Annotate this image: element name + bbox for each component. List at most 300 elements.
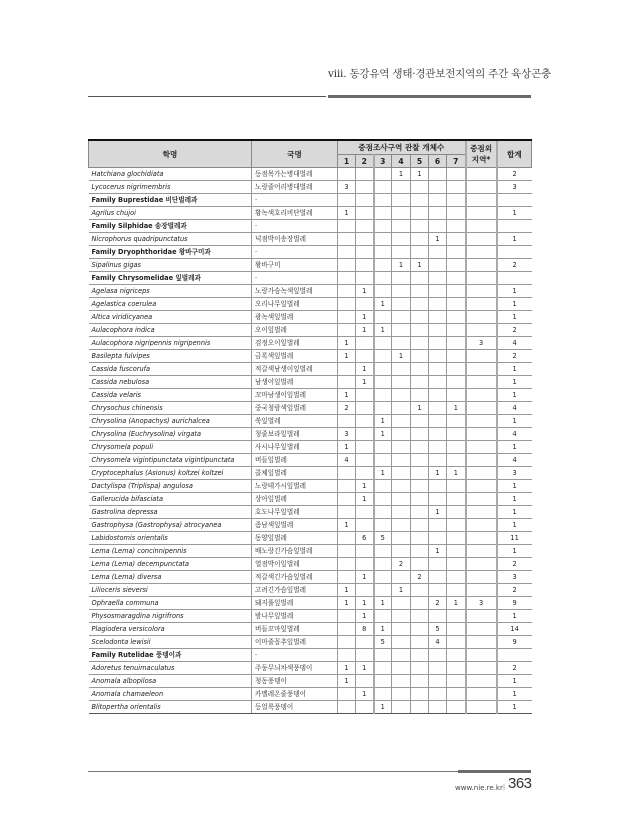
site-count: [392, 480, 411, 493]
site-count: [338, 571, 356, 584]
site-count: [429, 584, 447, 597]
site-count: [356, 558, 374, 571]
table-row: [89, 181, 532, 194]
site-count: [338, 220, 356, 233]
total-count: 1: [497, 233, 532, 246]
site-count: [447, 571, 466, 584]
site-count: [374, 272, 392, 285]
site-count: [392, 467, 411, 480]
family-row: [89, 246, 532, 259]
species-table: [88, 139, 532, 714]
korean-name: 열점박이잎벌레: [252, 558, 338, 571]
site-count: [338, 285, 356, 298]
site-count: 1: [392, 350, 411, 363]
site-count: [338, 168, 356, 181]
korean-name: 상아잎벌레: [252, 493, 338, 506]
site-count: 1: [411, 402, 429, 415]
site-count: [411, 363, 429, 376]
table-body: [89, 168, 532, 714]
site-count: [411, 597, 429, 610]
site-count: [356, 649, 374, 662]
table-row: [89, 441, 532, 454]
site-count: [411, 272, 429, 285]
site-count: [447, 701, 466, 714]
site-count: [447, 506, 466, 519]
site-count: [411, 337, 429, 350]
site-count: [392, 506, 411, 519]
col-header-outside: 중점외 지역*: [466, 140, 497, 168]
col-header-site: 3: [374, 155, 392, 168]
site-count: [392, 272, 411, 285]
site-count: [429, 701, 447, 714]
table-row: [89, 454, 532, 467]
site-count: [411, 584, 429, 597]
site-count: [447, 259, 466, 272]
korean-name: 오이잎벌레: [252, 324, 338, 337]
korean-name: 사시나무잎벌레: [252, 441, 338, 454]
site-count: [447, 194, 466, 207]
outside-count: [466, 402, 497, 415]
outside-count: [466, 532, 497, 545]
site-count: [411, 701, 429, 714]
site-count: [447, 610, 466, 623]
site-count: [411, 623, 429, 636]
site-count: [374, 246, 392, 259]
site-count: [338, 558, 356, 571]
outside-count: [466, 207, 497, 220]
scientific-name: Lema (Lema) diversa: [89, 571, 252, 584]
site-count: [411, 506, 429, 519]
site-count: [338, 467, 356, 480]
site-count: [374, 493, 392, 506]
site-count: [411, 285, 429, 298]
site-count: [338, 376, 356, 389]
site-count: [356, 428, 374, 441]
scientific-name: Cassida nebulosa: [89, 376, 252, 389]
total-count: [497, 194, 532, 207]
family-name: Family Silphidae 송장벌레과: [89, 220, 252, 233]
korean-name: 남생이잎벌레: [252, 376, 338, 389]
korean-name: 배노랑긴가슴잎벌레: [252, 545, 338, 558]
site-count: 1: [356, 480, 374, 493]
site-count: [411, 649, 429, 662]
site-count: [356, 220, 374, 233]
total-count: [497, 220, 532, 233]
korean-name: ·: [252, 194, 338, 207]
site-count: [374, 688, 392, 701]
outside-count: [466, 259, 497, 272]
site-count: [447, 584, 466, 597]
site-count: [374, 402, 392, 415]
scientific-name: Adoretus tenuimaculatus: [89, 662, 252, 675]
site-count: [356, 675, 374, 688]
site-count: 1: [356, 610, 374, 623]
outside-count: [466, 571, 497, 584]
korean-name: 이마줄꼽추잎벌레: [252, 636, 338, 649]
col-header-site: 5: [411, 155, 429, 168]
site-count: [392, 662, 411, 675]
outside-count: [466, 389, 497, 402]
total-count: 1: [497, 415, 532, 428]
site-count: [374, 389, 392, 402]
site-count: [356, 350, 374, 363]
site-count: [411, 389, 429, 402]
chapter-title: viii. 동강유역 생태·경관보전지역의 주간 육상곤충: [328, 68, 551, 80]
table-row: [89, 558, 532, 571]
table-row: [89, 545, 532, 558]
site-count: [374, 675, 392, 688]
col-header-site: 1: [338, 155, 356, 168]
table-row: [89, 324, 532, 337]
outside-count: [466, 272, 497, 285]
total-count: 14: [497, 623, 532, 636]
outside-count: [466, 636, 497, 649]
table-row: [89, 610, 532, 623]
site-count: [411, 532, 429, 545]
site-count: 4: [338, 454, 356, 467]
site-count: [447, 311, 466, 324]
family-row: [89, 649, 532, 662]
site-count: [338, 636, 356, 649]
site-count: 2: [338, 402, 356, 415]
site-count: 8: [356, 623, 374, 636]
scientific-name: Aulacophora nigripennis nigripennis: [89, 337, 252, 350]
site-count: [447, 207, 466, 220]
korean-name: ·: [252, 246, 338, 259]
site-count: [374, 350, 392, 363]
total-count: 2: [497, 350, 532, 363]
total-count: 2: [497, 324, 532, 337]
site-count: [429, 480, 447, 493]
scientific-name: Chrysochus chinensis: [89, 402, 252, 415]
site-count: [356, 168, 374, 181]
site-count: [338, 623, 356, 636]
footer-separator: |: [503, 784, 506, 791]
family-name: Family Buprestidae 비단벌레과: [89, 194, 252, 207]
site-count: 1: [338, 584, 356, 597]
site-count: [392, 246, 411, 259]
site-count: [429, 207, 447, 220]
outside-count: [466, 610, 497, 623]
site-count: [392, 337, 411, 350]
scientific-name: Chrysomela vigintipunctata vigintipunctata: [89, 454, 252, 467]
outside-count: [466, 701, 497, 714]
site-count: [338, 493, 356, 506]
outside-count: [466, 194, 497, 207]
table-row: [89, 207, 532, 220]
site-count: [447, 246, 466, 259]
site-count: [374, 363, 392, 376]
total-count: 1: [497, 545, 532, 558]
korean-name: 꼬마남생이잎벌레: [252, 389, 338, 402]
site-count: [374, 519, 392, 532]
total-count: 4: [497, 402, 532, 415]
outside-count: 3: [466, 597, 497, 610]
total-count: 1: [497, 675, 532, 688]
korean-name: 중국청람색잎벌레: [252, 402, 338, 415]
outside-count: [466, 506, 497, 519]
site-count: 6: [356, 532, 374, 545]
site-count: [429, 168, 447, 181]
site-count: 1: [447, 402, 466, 415]
site-count: [374, 506, 392, 519]
site-count: [392, 324, 411, 337]
scientific-name: Lema (Lema) concinnipennis: [89, 545, 252, 558]
site-count: [411, 558, 429, 571]
site-count: [338, 311, 356, 324]
site-count: [429, 350, 447, 363]
site-count: [356, 506, 374, 519]
total-count: 1: [497, 441, 532, 454]
site-count: 5: [429, 623, 447, 636]
site-count: [356, 454, 374, 467]
site-count: [392, 233, 411, 246]
site-count: [429, 688, 447, 701]
table-row: [89, 688, 532, 701]
site-count: 1: [338, 337, 356, 350]
outside-count: [466, 493, 497, 506]
outside-count: [466, 168, 497, 181]
site-count: [392, 701, 411, 714]
site-count: [374, 441, 392, 454]
site-count: [356, 337, 374, 350]
outside-count: [466, 415, 497, 428]
scientific-name: Dactylispa (Triplispa) angulosa: [89, 480, 252, 493]
site-count: [429, 285, 447, 298]
table-row: [89, 259, 532, 272]
site-count: [392, 688, 411, 701]
site-count: [429, 558, 447, 571]
family-row: [89, 194, 532, 207]
outside-count: [466, 545, 497, 558]
site-count: 1: [411, 168, 429, 181]
site-count: [411, 298, 429, 311]
site-count: [356, 545, 374, 558]
site-count: 1: [338, 389, 356, 402]
site-count: [447, 272, 466, 285]
site-count: [429, 376, 447, 389]
outside-count: [466, 246, 497, 259]
site-count: 1: [429, 506, 447, 519]
scientific-name: Basilepta fulvipes: [89, 350, 252, 363]
site-count: [429, 649, 447, 662]
table-row: [89, 415, 532, 428]
table-row: [89, 285, 532, 298]
site-count: [392, 623, 411, 636]
site-count: [411, 233, 429, 246]
korean-name: 고려긴가슴잎벌레: [252, 584, 338, 597]
site-count: [374, 220, 392, 233]
korean-name: 주둥무늬차색풍뎅이: [252, 662, 338, 675]
table-row: [89, 428, 532, 441]
site-count: [338, 415, 356, 428]
site-count: [429, 662, 447, 675]
total-count: 1: [497, 610, 532, 623]
outside-count: [466, 376, 497, 389]
footer-accent-bar: [458, 770, 531, 773]
site-count: [429, 389, 447, 402]
col-header-scientific-name: 학명: [89, 140, 252, 168]
site-count: [374, 311, 392, 324]
table-row: [89, 493, 532, 506]
site-count: [411, 181, 429, 194]
site-count: [447, 662, 466, 675]
site-count: [338, 610, 356, 623]
site-count: [447, 688, 466, 701]
site-count: [429, 220, 447, 233]
site-count: 1: [374, 415, 392, 428]
site-count: [356, 246, 374, 259]
site-count: [411, 636, 429, 649]
total-count: [497, 649, 532, 662]
site-count: [447, 168, 466, 181]
scientific-name: Lema (Lema) decempunctata: [89, 558, 252, 571]
site-count: [411, 220, 429, 233]
site-count: [356, 272, 374, 285]
footer-rule: [88, 771, 458, 772]
site-count: [356, 389, 374, 402]
outside-count: [466, 311, 497, 324]
site-count: [374, 285, 392, 298]
table-row: [89, 519, 532, 532]
outside-count: [466, 584, 497, 597]
site-count: [447, 649, 466, 662]
site-count: 1: [356, 311, 374, 324]
site-count: 4: [429, 636, 447, 649]
site-count: [356, 415, 374, 428]
site-count: 1: [411, 259, 429, 272]
site-count: 1: [429, 467, 447, 480]
korean-name: 카멜레온줄풍뎅이: [252, 688, 338, 701]
site-count: [429, 246, 447, 259]
outside-count: [466, 688, 497, 701]
site-count: 1: [338, 519, 356, 532]
site-count: [411, 194, 429, 207]
total-count: 1: [497, 285, 532, 298]
total-count: 3: [497, 467, 532, 480]
korean-name: ·: [252, 272, 338, 285]
header-accent-bar: [328, 95, 531, 98]
site-count: [447, 376, 466, 389]
site-count: 3: [338, 181, 356, 194]
site-count: [392, 220, 411, 233]
site-count: 2: [392, 558, 411, 571]
table-row: [89, 480, 532, 493]
scientific-name: Lycocerus nigrimembris: [89, 181, 252, 194]
site-count: [447, 324, 466, 337]
total-count: 1: [497, 688, 532, 701]
table-row: [89, 311, 532, 324]
family-row: [89, 220, 532, 233]
site-count: [447, 441, 466, 454]
site-count: [356, 701, 374, 714]
korean-name: 청동풍뎅이: [252, 675, 338, 688]
total-count: 1: [497, 298, 532, 311]
outside-count: [466, 454, 497, 467]
outside-count: [466, 467, 497, 480]
site-count: 1: [447, 597, 466, 610]
header-rule: [88, 96, 326, 97]
site-count: [374, 610, 392, 623]
family-row: [89, 272, 532, 285]
outside-count: [466, 649, 497, 662]
site-count: 1: [429, 545, 447, 558]
korean-name: 노랑가슴녹색잎벌레: [252, 285, 338, 298]
site-count: 1: [392, 584, 411, 597]
korean-name: 넉점박이송장벌레: [252, 233, 338, 246]
site-count: [392, 402, 411, 415]
site-count: [429, 610, 447, 623]
site-count: [392, 285, 411, 298]
site-count: [356, 467, 374, 480]
site-count: [392, 311, 411, 324]
korean-name: 좀남색잎벌레: [252, 519, 338, 532]
site-count: [411, 324, 429, 337]
site-count: [447, 363, 466, 376]
site-count: [411, 376, 429, 389]
site-count: [374, 545, 392, 558]
table-row: [89, 571, 532, 584]
site-count: [411, 545, 429, 558]
scientific-name: Anomala chamaeleon: [89, 688, 252, 701]
family-name: Family Dryophthoridae 왕바구미과: [89, 246, 252, 259]
col-header-site-group: 중점조사구역 관찰 개체수: [338, 140, 466, 155]
korean-name: ·: [252, 220, 338, 233]
scientific-name: Plagiodera versicolora: [89, 623, 252, 636]
site-count: 1: [338, 675, 356, 688]
site-count: [356, 194, 374, 207]
site-count: [429, 194, 447, 207]
site-count: [447, 220, 466, 233]
scientific-name: Gastrophysa (Gastrophysa) atrocyanea: [89, 519, 252, 532]
site-count: [356, 233, 374, 246]
site-count: 1: [356, 493, 374, 506]
scientific-name: Chrysolina (Anopachys) aurichalcea: [89, 415, 252, 428]
site-count: [429, 454, 447, 467]
scientific-name: Sipalinus gigas: [89, 259, 252, 272]
table-row: [89, 623, 532, 636]
site-count: [429, 272, 447, 285]
col-header-site: 6: [429, 155, 447, 168]
outside-count: [466, 558, 497, 571]
korean-name: 청줄보라잎벌레: [252, 428, 338, 441]
site-count: 1: [356, 376, 374, 389]
site-count: 1: [392, 168, 411, 181]
site-count: [392, 389, 411, 402]
site-count: [338, 688, 356, 701]
site-count: 1: [356, 324, 374, 337]
site-count: [411, 467, 429, 480]
site-count: [411, 415, 429, 428]
korean-name: 등얼룩풍뎅이: [252, 701, 338, 714]
site-count: [338, 532, 356, 545]
korean-name: 노랑테가시잎벌레: [252, 480, 338, 493]
site-count: [338, 324, 356, 337]
site-count: [447, 519, 466, 532]
page-number: 363: [508, 775, 532, 792]
site-count: [338, 272, 356, 285]
site-count: 1: [356, 662, 374, 675]
site-count: [356, 636, 374, 649]
site-count: [411, 454, 429, 467]
site-count: [447, 675, 466, 688]
site-count: [447, 558, 466, 571]
site-count: [374, 233, 392, 246]
korean-name: 적갈색남생이잎벌레: [252, 363, 338, 376]
site-count: 1: [338, 597, 356, 610]
outside-count: [466, 519, 497, 532]
site-count: [429, 259, 447, 272]
